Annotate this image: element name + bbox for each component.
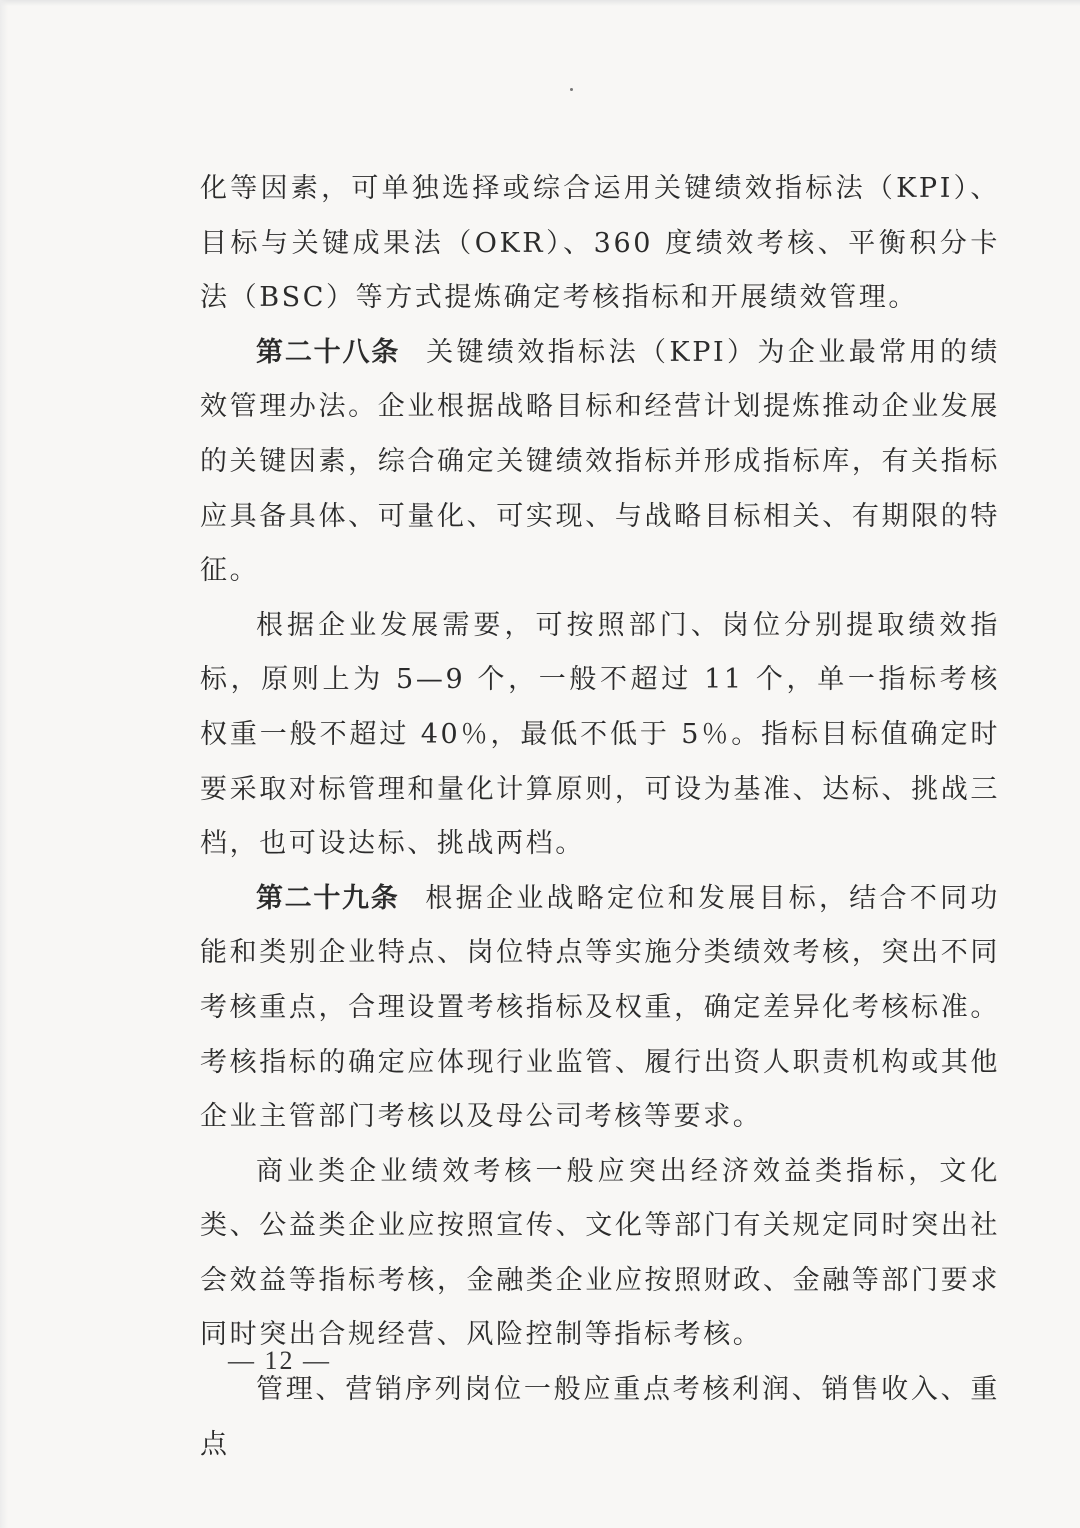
paragraph-text: 根据企业战略定位和发展目标，结合不同功能和类别企业特点、岗位特点等实施分类绩效考核，突出不同考核重点，合理设置考核指标及权重，确定差异化考核标准。考核指标的确定应体现行业监管、履行出资人职责机构或其他企业主管部门考核以及母公司考核等要求。	[200, 882, 1000, 1133]
paragraph-article-28	[200, 326, 1000, 599]
page-top-edge	[0, 0, 1080, 6]
article-heading: 第二十九条	[256, 882, 400, 914]
paragraph-text: 关键绩效指标法（KPI）为企业最常用的绩效管理办法。企业根据战略目标和经营计划提炼推动企业发展的关键因素，综合确定关键绩效指标并形成指标库，有关指标应具备具体、可量化、可实现、与战略目标相关、有期限的特征。	[200, 336, 1000, 587]
paragraph-text: 商业类企业绩效考核一般应突出经济效益类指标，文化类、公益类企业应按照宣传、文化等部门有关规定同时突出社会效益等指标考核，金融类企业应按照财政、金融等部门要求同时突出合规经营、风险控制等指标考核。	[200, 1155, 1000, 1351]
page-number: — 12 —	[228, 1346, 331, 1375]
paragraph-article-29	[200, 872, 1000, 1145]
paragraph-enterprise-types	[200, 1145, 1000, 1363]
paragraph-text: 根据企业发展需要，可按照部门、岗位分别提取绩效指标，原则上为 5—9 个，一般不超过 11 个，单一指标考核权重一般不超过 40％，最低不低于 5％。指标目标值确定时要采取对标管理和量化计算原则，可设为基准、达标、挑战三档，也可设达标、挑战两档。	[200, 609, 1000, 860]
scan-speck	[570, 88, 573, 91]
paragraph-indicator-count	[200, 599, 1000, 872]
paragraph-text: 化等因素，可单独选择或综合运用关键绩效指标法（KPI）、目标与关键成果法（OKR）、360 度绩效考核、平衡积分卡法（BSC）等方式提炼确定考核指标和开展绩效管理。	[200, 173, 1000, 314]
paragraph-management-positions	[200, 1363, 1000, 1472]
paragraph-continuation	[200, 162, 1000, 326]
paragraph-text: 管理、营销序列岗位一般应重点考核利润、销售收入、重点	[200, 1374, 1000, 1460]
page-left-edge	[0, 0, 8, 1528]
document-body	[200, 162, 1000, 1472]
article-heading: 第二十八条	[256, 336, 401, 368]
